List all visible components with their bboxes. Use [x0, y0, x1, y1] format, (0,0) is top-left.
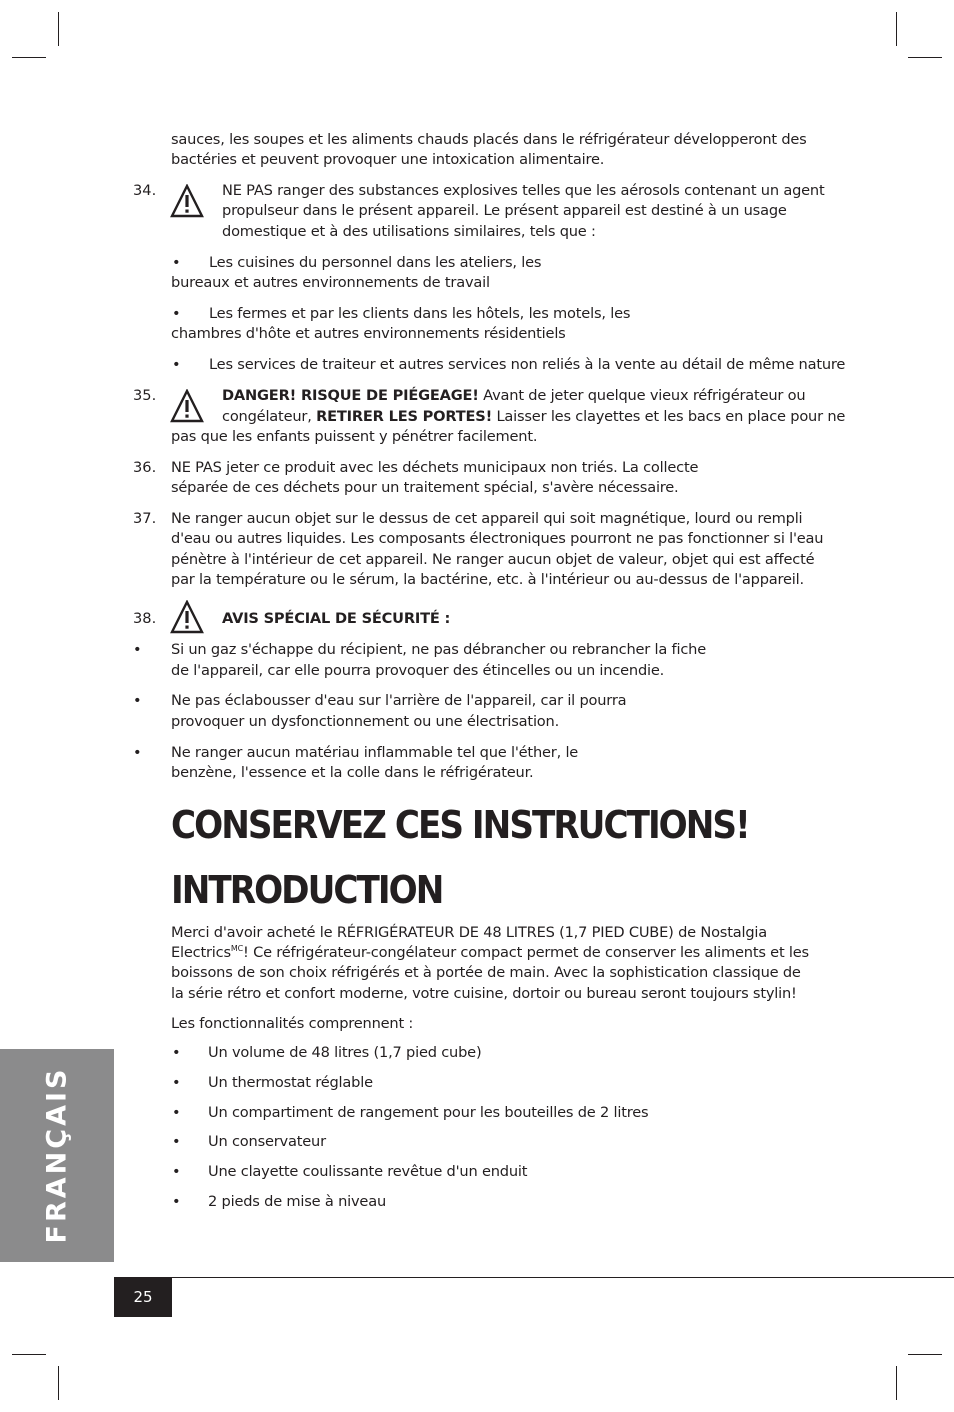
item34-line: domestique et à des utilisations similaires, tels que :: [222, 223, 596, 240]
item-number: 38.: [133, 610, 157, 627]
warning-triangle-icon: [170, 600, 204, 634]
item35-line: [222, 407, 845, 428]
bullet: •: [133, 744, 142, 761]
intro-line: Merci d'avoir acheté le RÉFRIGÉRATEUR DE 48 LITRES (1,7 PIED CUBE) de Nostalgia: [171, 924, 767, 941]
save-instructions-heading: CONSERVEZ CES INSTRUCTIONS!: [171, 803, 749, 847]
bullet: •: [172, 1193, 181, 1210]
bullet: •: [172, 1104, 181, 1121]
crop-mark: [908, 1354, 942, 1355]
feature-item: Un thermostat réglable: [208, 1074, 373, 1091]
safety-notice-title: AVIS SPÉCIAL DE SÉCURITÉ :: [222, 610, 451, 627]
bullet: •: [172, 254, 181, 271]
item34-bullet-line: Les fermes et par les clients dans les hôtels, les motels, les: [209, 305, 631, 322]
item38-bullet-line: Ne pas éclabousser d'eau sur l'arrière de l'appareil, car il pourra: [171, 692, 627, 709]
item34-bullet-line: Les services de traiteur et autres services non reliés à la vente au détail de même nature: [209, 356, 846, 373]
crop-mark: [58, 12, 59, 46]
bullet: •: [133, 641, 142, 658]
introduction-heading: INTRODUCTION: [171, 868, 443, 912]
item38-bullet-line: Ne ranger aucun matériau inflammable tel que l'éther, le: [171, 744, 579, 761]
features-label: Les fonctionnalités comprennent :: [171, 1015, 414, 1032]
feature-item: Une clayette coulissante revêtue d'un enduit: [208, 1163, 528, 1180]
feature-item: 2 pieds de mise à niveau: [208, 1193, 386, 1210]
intro-line: la série rétro et confort moderne, votre cuisine, dortoir ou bureau seront toujours stylin!: [171, 985, 797, 1002]
item36-line: NE PAS jeter ce produit avec les déchets municipaux non triés. La collecte: [171, 459, 699, 476]
feature-item: Un volume de 48 litres (1,7 pied cube): [208, 1044, 482, 1061]
item37-line: d'eau ou autres liquides. Les composants électroniques pourront ne pas fonctionner si l'eau: [171, 530, 824, 547]
crop-mark: [12, 1354, 46, 1355]
language-label: FRANÇAIS: [41, 1066, 73, 1244]
remove-doors-label: RETIRER LES PORTES!: [316, 408, 493, 425]
intro-line: [171, 943, 809, 964]
brand-name: Electrics: [171, 944, 231, 961]
bullet: •: [133, 692, 142, 709]
bullet: •: [172, 1044, 181, 1061]
item-number: 35.: [133, 387, 157, 404]
item34-line: NE PAS ranger des substances explosives telles que les aérosols contenant un agent: [222, 182, 825, 199]
item38-bullet-line: benzène, l'essence et la colle dans le réfrigérateur.: [171, 764, 534, 781]
item36-line: séparée de ces déchets pour un traitement spécial, s'avère nécessaire.: [171, 479, 679, 496]
danger-label: DANGER! RISQUE DE PIÉGEAGE!: [222, 387, 479, 404]
bullet: •: [172, 356, 181, 373]
feature-item: Un compartiment de rangement pour les bouteilles de 2 litres: [208, 1104, 649, 1121]
item35-text: congélateur,: [222, 408, 317, 425]
item35-text: Avant de jeter quelque vieux réfrigérateur ou: [478, 387, 806, 404]
item35-text: Laisser les clayettes et les bacs en place pour ne: [492, 408, 846, 425]
item38-bullet-line: provoquer un dysfonctionnement ou une électrisation.: [171, 713, 560, 730]
bullet: •: [172, 1133, 181, 1150]
bullet: •: [172, 305, 181, 322]
continuation-line: sauces, les soupes et les aliments chauds placés dans le réfrigérateur développeront des: [171, 131, 807, 148]
item34-line: propulseur dans le présent appareil. Le présent appareil est destiné à un usage: [222, 202, 787, 219]
item-number: 37.: [133, 510, 157, 527]
item37-line: par la température ou le sérum, la bactérine, etc. à l'intérieur ou au-dessus de l'appareil.: [171, 571, 804, 588]
item34-bullet-line: chambres d'hôte et autres environnements résidentiels: [171, 325, 566, 342]
warning-triangle-icon: [170, 184, 204, 218]
warning-triangle-icon: [170, 389, 204, 423]
item37-line: pénètre à l'intérieur de cet appareil. Ne ranger aucun objet de valeur, objet qui est affecté: [171, 551, 815, 568]
page-number: 25: [114, 1278, 172, 1317]
item35-line: pas que les enfants puissent y pénétrer facilement.: [171, 428, 538, 445]
item38-bullet-line: de l'appareil, car elle pourra provoquer des étincelles ou un incendie.: [171, 662, 665, 679]
item-number: 36.: [133, 459, 157, 476]
item-number: 34.: [133, 182, 157, 199]
intro-text: ! Ce réfrigérateur-congélateur compact permet de conserver les aliments et les: [242, 944, 809, 961]
item34-bullet-line: bureaux et autres environnements de travail: [171, 274, 490, 291]
crop-mark: [896, 1366, 897, 1400]
continuation-line: bactéries et peuvent provoquer une intoxication alimentaire.: [171, 151, 605, 168]
item37-line: Ne ranger aucun objet sur le dessus de cet appareil qui soit magnétique, lourd ou rempli: [171, 510, 803, 527]
crop-mark: [58, 1366, 59, 1400]
bullet: •: [172, 1163, 181, 1180]
footer-rule: [114, 1277, 954, 1278]
crop-mark: [896, 12, 897, 46]
crop-mark: [12, 57, 46, 58]
feature-item: Un conservateur: [208, 1133, 326, 1150]
trademark-mark: MC: [230, 944, 243, 953]
intro-line: boissons de son choix réfrigérés et à portée de main. Avec la sophistication classique de: [171, 964, 801, 981]
crop-mark: [908, 57, 942, 58]
item35-line: [222, 386, 805, 407]
item34-bullet-line: Les cuisines du personnel dans les ateliers, les: [209, 254, 542, 271]
language-tab: [0, 1049, 114, 1262]
item38-bullet-line: Si un gaz s'échappe du récipient, ne pas débrancher ou rebrancher la fiche: [171, 641, 706, 658]
bullet: •: [172, 1074, 181, 1091]
